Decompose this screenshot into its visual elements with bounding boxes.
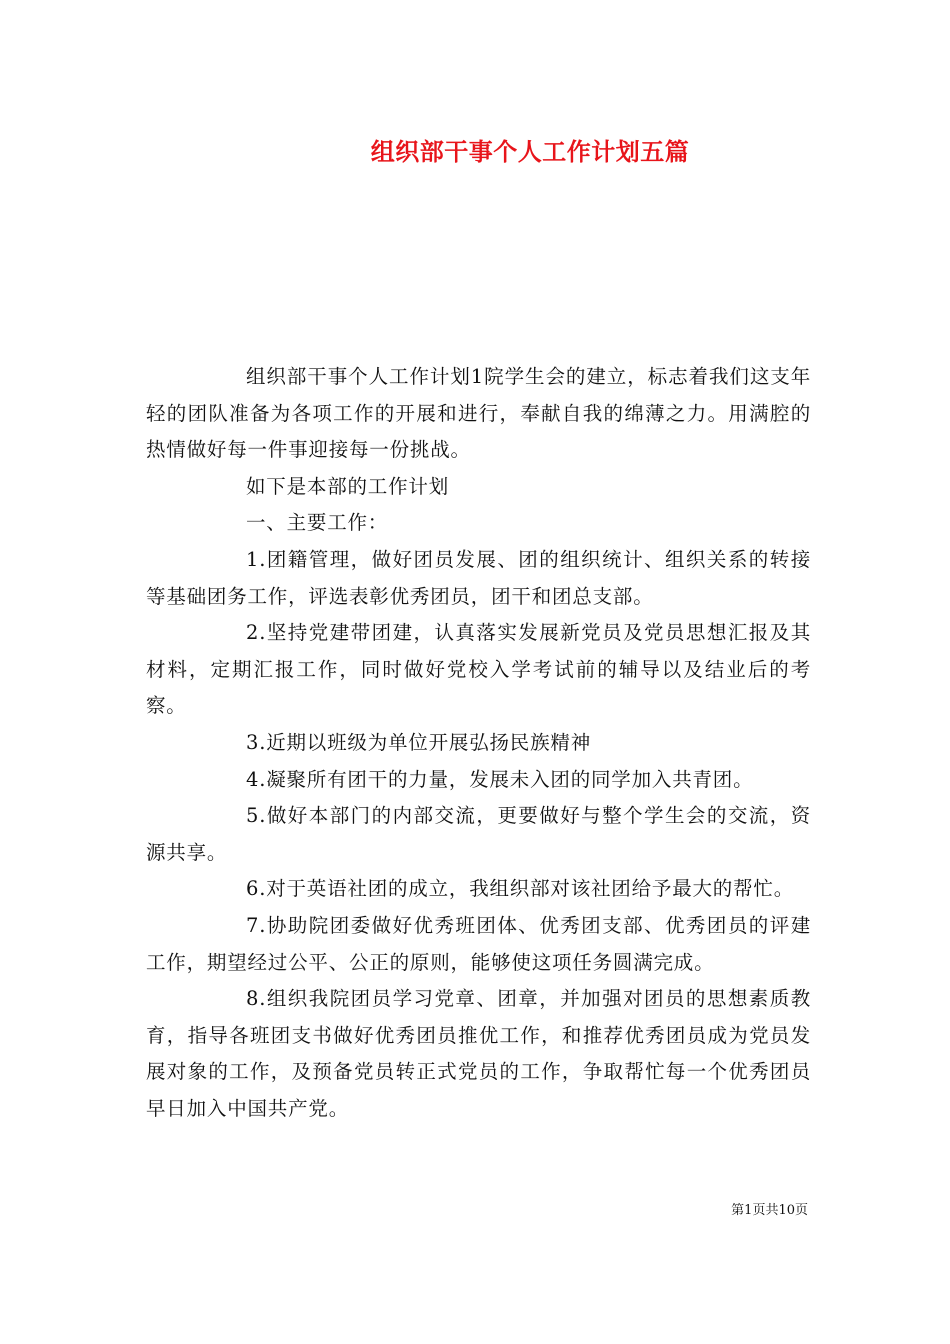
paragraph-intro: 组织部干事个人工作计划1院学生会的建立，标志着我们这支年轻的团队准备为各项工作的开展和进行，奉献自我的绵薄之力。用满腔的热情做好每一件事迎接每一份挑战。 — [146, 365, 811, 462]
list-item-6: 6.对于英语社团的成立，我组织部对该社团给予最大的帮忙。 — [246, 877, 795, 901]
list-item-5: 5.做好本部门的内部交流，更要做好与整个学生会的交流，资源共享。 — [146, 804, 811, 864]
document-title: 组织部干事个人工作计划五篇 — [370, 137, 690, 166]
list-item-8: 8.组织我院团员学习党章、团章，并加强对团员的思想素质教育，指导各班团支书做好优秀团员推优工作，和推荐优秀团员成为党员发展对象的工作，及预备党员转正式党员的工作，争取帮忙每一个优秀团员早日加入中国共产党。 — [146, 987, 811, 1120]
section-heading-main-work: 一、主要工作： — [246, 511, 389, 535]
list-item-3: 3.近期以班级为单位开展弘扬民族精神 — [246, 730, 592, 754]
page-number: 第1页共10页 — [731, 1203, 808, 1218]
list-item-4: 4.凝聚所有团干的力量，发展未入团的同学加入共青团。 — [246, 767, 754, 791]
document-body — [146, 359, 811, 1127]
paragraph-plan-lead: 如下是本部的工作计划 — [246, 474, 450, 498]
list-item-1: 1.团籍管理，做好团员发展、团的组织统计、组织关系的转接等基础团务工作，评选表彰优秀团员，团干和团总支部。 — [146, 547, 811, 608]
list-item-2: 2.坚持党建带团建，认真落实发展新党员及党员思想汇报及其材料，定期汇报工作，同时做好党校入学考试前的辅导以及结业后的考察。 — [146, 621, 811, 718]
list-item-7: 7.协助院团委做好优秀班团体、优秀团支部、优秀团员的评建工作，期望经过公平、公正的原则，能够使这项任务圆满完成。 — [146, 913, 811, 974]
